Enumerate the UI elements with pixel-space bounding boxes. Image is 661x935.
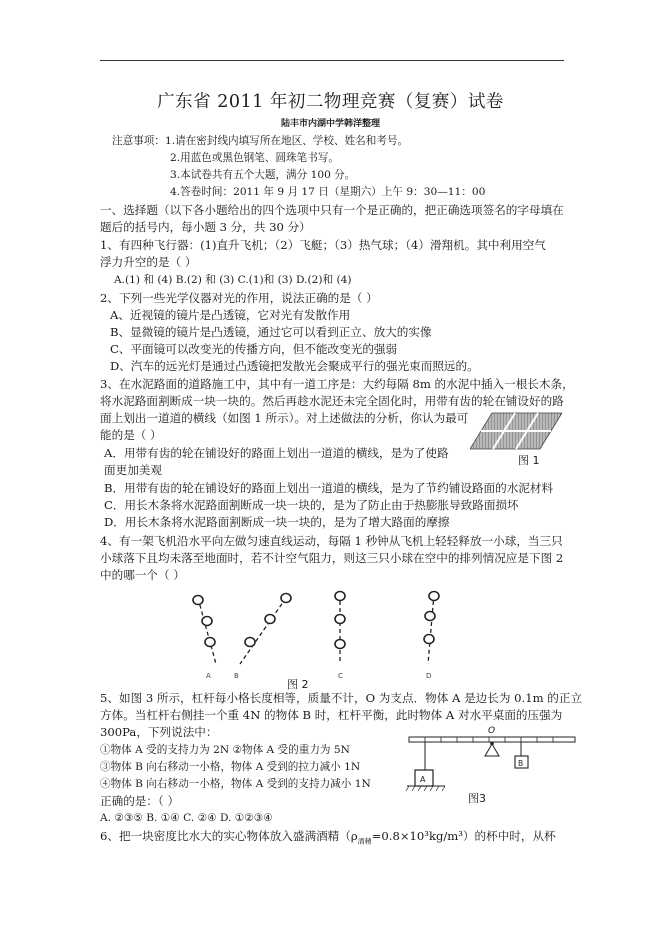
q1-stem-line1: 1、有四种飞行器：(1)直升飞机；（2）飞艇；（3）热气球；（4）滑翔机。其中利用空气: [100, 238, 546, 252]
q6-stem: [100, 828, 556, 849]
q6-stem-sub: 酒精: [357, 837, 372, 846]
q5-stem-line3: 300Pa，下列说法中：: [100, 725, 218, 739]
fig2-label-c: C: [338, 672, 343, 680]
q5-stem-line2: 方体。当杠杆右侧挂一个重 4N 的物体 B 时，杠杆平衡，此时物体 A 对水平桌面的压强为: [100, 708, 563, 722]
exam-subtitle: 陆丰市内湖中学韩洋整理: [280, 119, 380, 129]
q2-option-d: D、汽车的远光灯是通过凸透镜把发散光会聚成平行的强光束而照远的。: [110, 359, 479, 373]
q4-stem-line3: 中的哪一个（ ）: [100, 568, 185, 582]
q3-option-a-line1: A．用带有齿的轮在铺设好的路面上划出一道道的横线，是为了使路: [104, 446, 449, 460]
q3-option-c: C．用长木条将水泥路面割断成一块一块的，是为了防止由于热膨胀导致路面损坏: [104, 498, 519, 512]
figure-3-lever: [405, 722, 577, 794]
notes-item-3: 3.本试卷共有五个大题，满分 100 分。: [170, 169, 356, 181]
q5-ask: 正确的是：（ ）: [100, 794, 180, 808]
q5-statement-1-2: ①物体 A 受的支持力为 2N ②物体 A 受的重力为 5N: [100, 744, 350, 756]
q2-stem: 2、下列一些光学仪器对光的作用，说法正确的是（ ）: [100, 291, 378, 305]
notes-item-1: 1.请在密封线内填写所在地区、学校、姓名和考号。: [164, 135, 409, 147]
fig3-label-b: B: [518, 759, 524, 768]
fig2-label-a: A: [206, 672, 211, 680]
fig2-label-b: B: [234, 672, 239, 680]
fig2-label-d: D: [426, 672, 432, 680]
notes-block: [112, 133, 408, 149]
q3-stem-line1: 3、在水泥路面的道路施工中，其中有一道工序是：大约每隔 8m 的水泥中插入一根长木条，: [100, 377, 574, 391]
q6-stem-pre: 6、把一块密度比水大的实心物体放入盛满酒精（ρ: [100, 829, 358, 843]
q5-stem-line1: 5、如图 3 所示，杠杆每小格长度相等，质量不计，O 为支点．物体 A 是边长为 0.1m 的正立: [100, 691, 583, 705]
section1-heading-line2: 题后的括号内，每小题 3 分，共 30 分）: [100, 220, 311, 234]
notes-item-4: 4.答卷时间：2011 年 9 月 17 日（星期六）上午 9：30—11：00: [170, 186, 486, 198]
figure-2-falling-balls: [180, 586, 460, 680]
q5-options: A. ②③⑤ B. ①④ C. ②④ D. ①②③④: [100, 812, 273, 824]
figure-2-caption: 图 2: [287, 678, 309, 691]
q1-options: A.(1) 和 (4) B.(2) 和 (3) C.(1)和 (3) D.(2)和 (4): [114, 274, 352, 286]
header-rule: [100, 60, 564, 61]
exam-title: 广东省 2011 年初二物理竞赛（复赛）试卷: [157, 92, 504, 112]
q4-stem-line2: 小球落下且均未落至地面时，若不计空气阻力，则这三只小球在空中的排列情况应是下图 2: [100, 551, 564, 565]
q2-option-a: A、近视镜的镜片是凸透镜，它对光有发散作用: [110, 308, 351, 322]
q2-option-c: C、平面镜可以改变光的传播方向，但不能改变光的强弱: [110, 342, 398, 356]
figure-3-caption: 图3: [468, 792, 486, 805]
figure-1-caption: 图 1: [518, 454, 540, 467]
q3-stem-line3: 面上划出一道道的横线（如图 1 所示）。对上述做法的分析，你认为最可: [100, 411, 469, 425]
q3-stem-line4: 能的是（ ）: [100, 428, 162, 442]
fig3-label-o: O: [488, 726, 496, 736]
q3-option-b: B．用带有齿的轮在铺设好的路面上划出一道道的横线，是为了节约铺设路面的水泥材料: [104, 481, 554, 495]
q6-stem-post: =0.8×10³kg/m³）的杯中时，从杯: [371, 829, 556, 843]
notes-label: 注意事项：: [112, 135, 165, 147]
fig3-label-a: A: [420, 775, 426, 784]
notes-item-2: 2.用蓝色或黑色钢笔、圆珠笔书写。: [170, 152, 340, 164]
q1-stem-line2: 浮力升空的是（ ）: [100, 255, 197, 269]
q4-stem-line1: 4、有一架飞机沿水平向左做匀速直线运动，每隔 1 秒钟从飞机上轻轻释放一小球，当三只: [100, 534, 563, 548]
q3-stem-line2: 将水泥路面割断成一块一块的。然后再趁水泥还未完全固化时，用带有齿的轮在铺设好的路: [100, 394, 564, 408]
section1-heading-line1: 一、选择题（以下各小题给出的四个选项中只有一个是正确的，把正确选项签名的字母填在: [100, 203, 564, 217]
q3-option-d: D．用长木条将水泥路面割断成一块一块的，是为了增大路面的摩擦: [104, 515, 450, 529]
q3-option-a-line2: 面更加美观: [104, 463, 162, 477]
figure-1-road-slabs: [470, 411, 562, 451]
q5-statement-3: ③物体 B 向右移动一小格，物体 A 受到的拉力减小 1N: [100, 761, 361, 773]
q5-statement-4: ④物体 B 向右移动一小格，物体 A 受到的支持力减小 1N: [100, 778, 371, 790]
q2-option-b: B、显微镜的镜片是凸透镜，通过它可以看到正立、放大的实像: [110, 325, 432, 339]
